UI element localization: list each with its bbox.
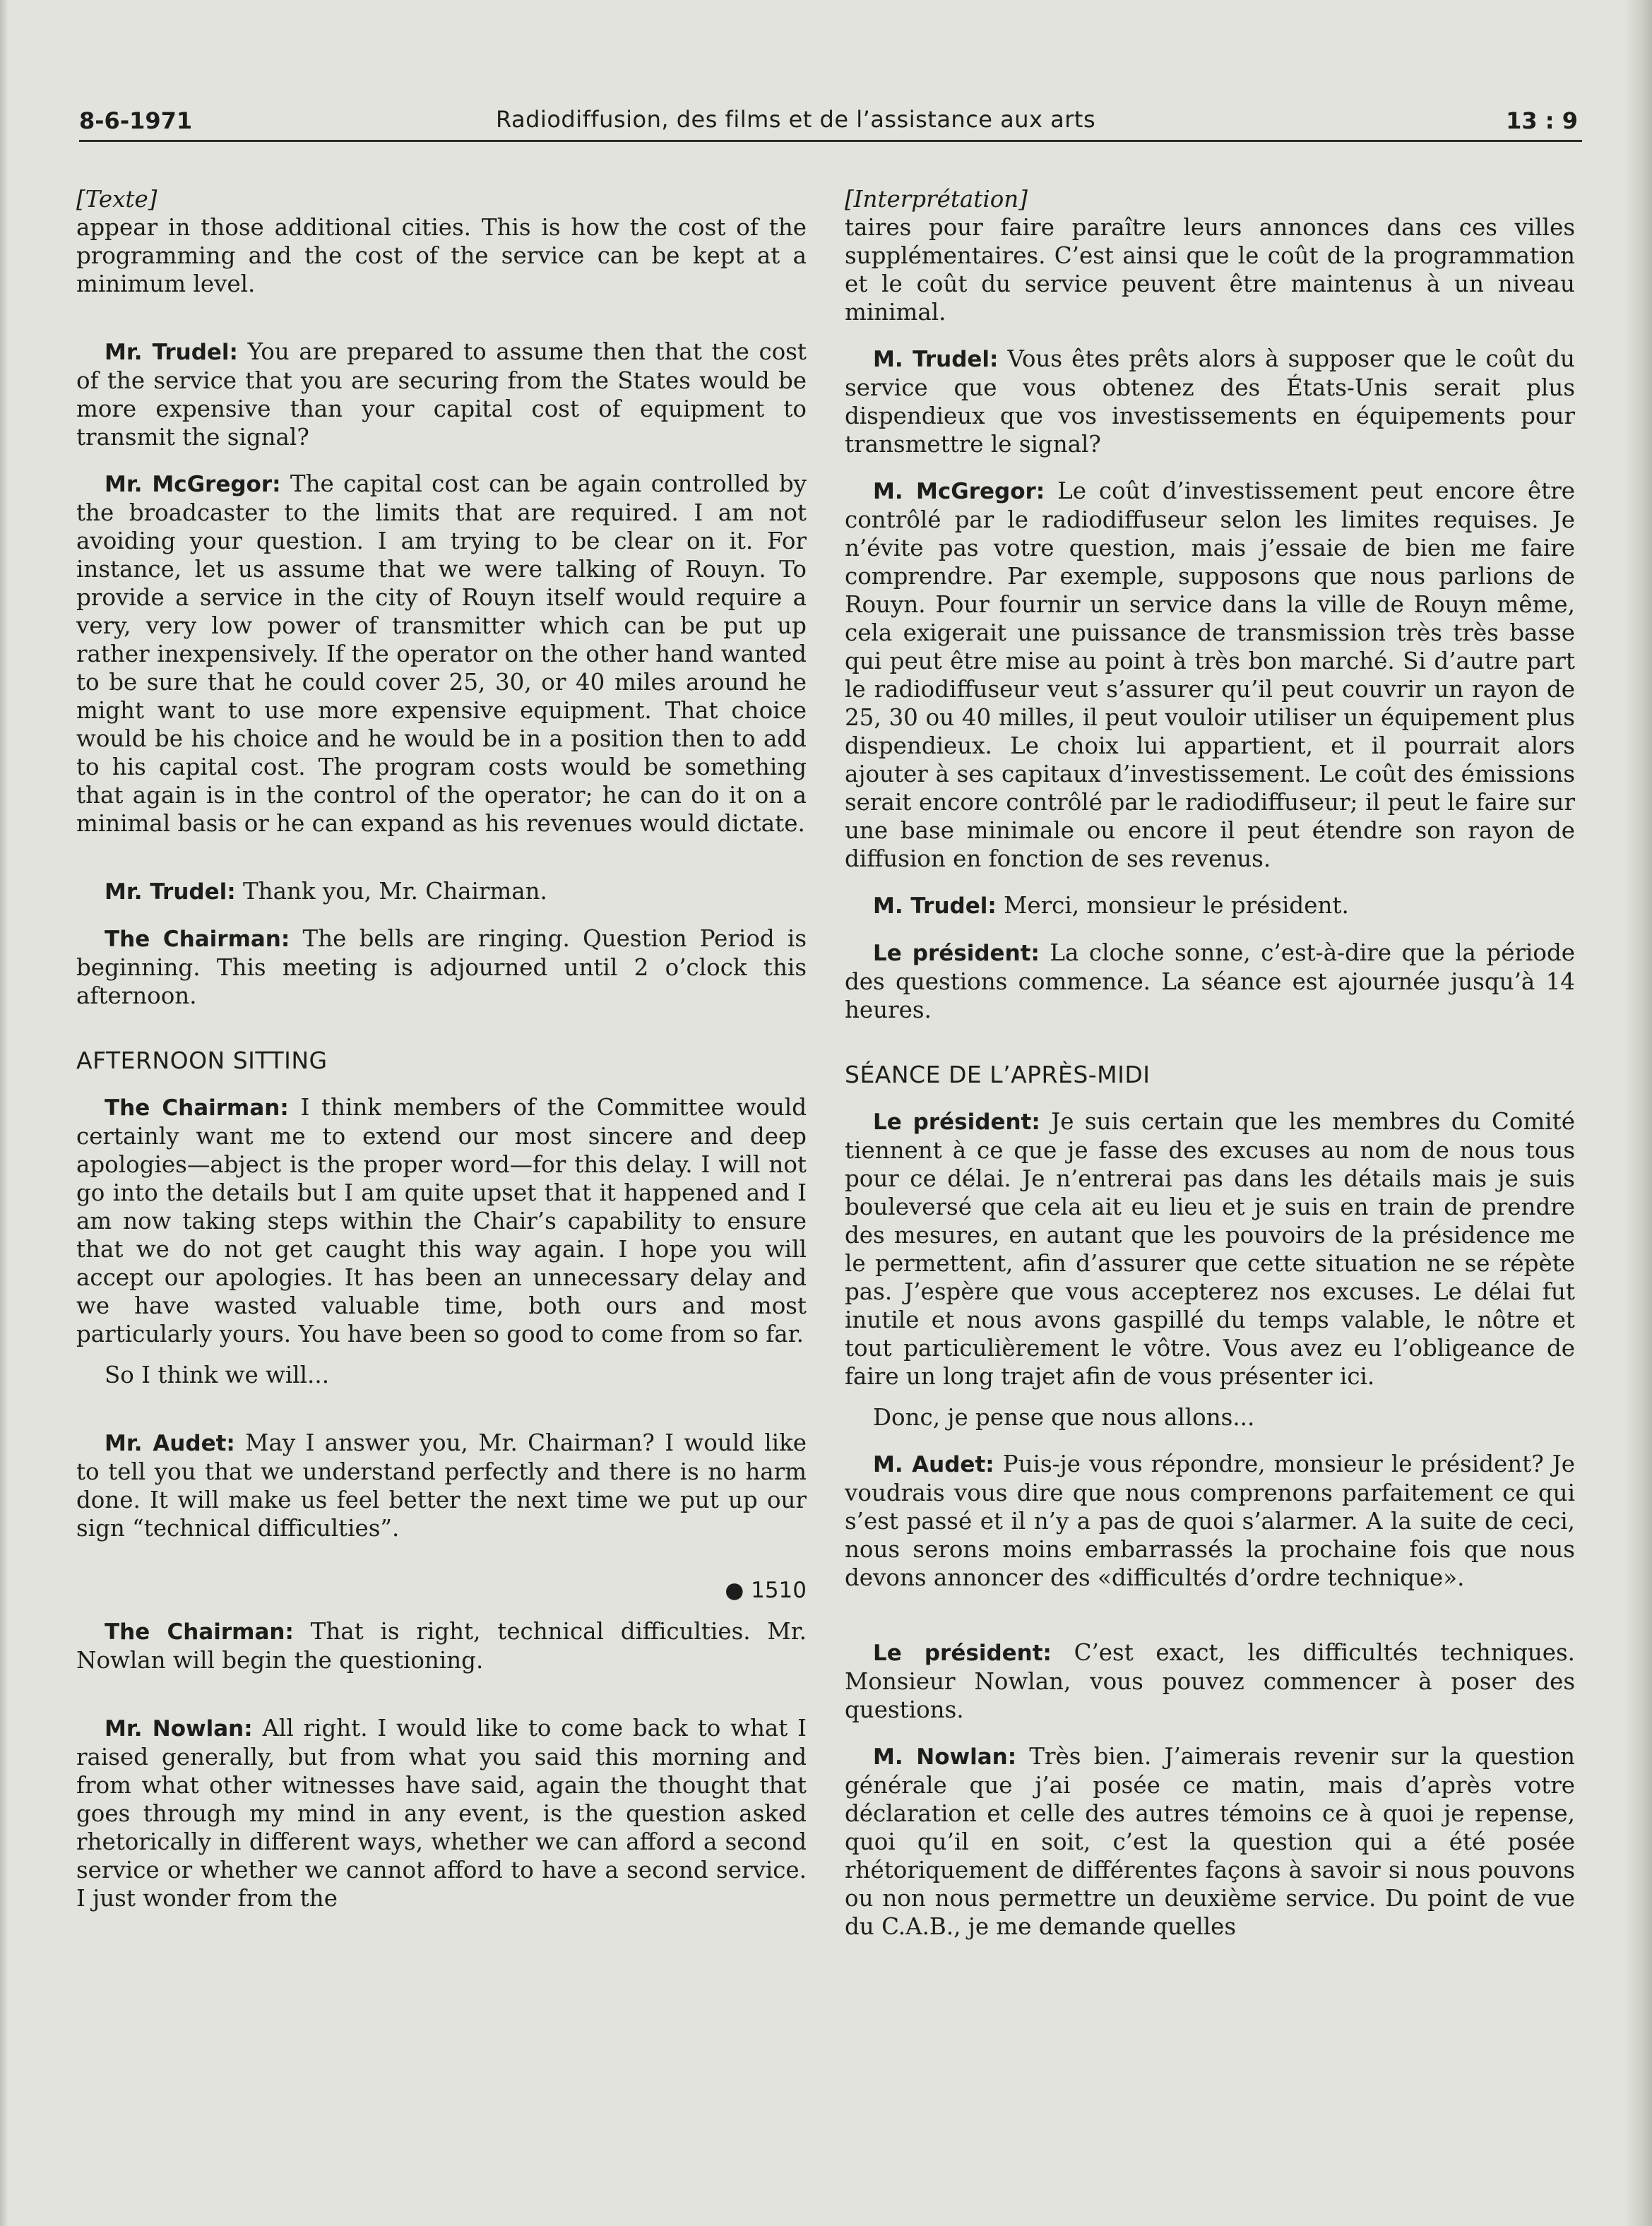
paragraph: Mr. Trudel: You are prepared to assume then that the cost of the service that you are securing from the States would be more expensive than your capital cost of equipment to transmit the signal? bbox=[76, 338, 807, 451]
paragraph: Mr. McGregor: The capital cost can be again controlled by the broadcaster to the limits that are required. I am not avoiding your question. I am trying to be clear on it. For instance, let us assume that we were talking of Rouyn. To provide a service in the city of Rouyn itself would require a very, very low power of transmitter which can be put up rather inexpensively. If the operator on the other hand wanted to be sure that he could cover 25, 30, or 40 miles around he might want to use more expensive equipment. That choice would be his choice and he would be in a position then to add to his capital cost. The program costs would be something that again is in the control of the operator; he can do it on a minimal basis or he can expand as his revenues would dictate. bbox=[76, 470, 807, 837]
paragraph: M. Trudel: Vous êtes prêts alors à supposer que le coût du service que vous obtenez des États-Unis serait plus dispendieux que vos investissements en équipements pour transmettre le signal? bbox=[845, 345, 1575, 458]
paragraph: Le président: La cloche sonne, c’est-à-dire que la période des questions commence. La séance est ajournée jusqu’à 14 heures. bbox=[845, 939, 1575, 1023]
paragraph: Donc, je pense que nous allons... bbox=[873, 1404, 1255, 1431]
speaker-name: Mr. Nowlan: bbox=[105, 1716, 253, 1742]
english-column bbox=[76, 185, 807, 2049]
paragraph: Le président: Je suis certain que les membres du Comité tiennent à ce que je fasse des excuses au nom de nous tous pour ce délai. Je n’entrerai pas dans les détails mais je suis bouleversé que cela ait eu lieu et je suis en train de prendre des mesures, en autant que les pouvoirs de la présidence me le permettent, afin d’assurer que cette situation ne se répète pas. J’espère que vous accepterez nos excuses. Le délai fut inutile et nous avons gaspillé du temps valable, le nôtre et tout particulièrement le vôtre. Vous avez eu l’obligeance de faire un long trajet afin de vous présenter ici. bbox=[845, 1108, 1575, 1390]
french-column bbox=[845, 185, 1575, 2049]
speaker-name: M. McGregor: bbox=[873, 479, 1045, 504]
speaker-name: M. Trudel: bbox=[873, 893, 997, 919]
speaker-name: M. Nowlan: bbox=[873, 1744, 1017, 1770]
paragraph: Mr. Nowlan: All right. I would like to come back to what I raised generally, but from what you said this morning and from what other witnesses have said, again the thought that goes through my mind in any event, is the question asked rhetorically in different ways, whether we can afford a second service or whether we cannot afford to have a second service. I just wonder from the bbox=[76, 1715, 807, 1912]
running-header bbox=[79, 103, 1582, 142]
paragraph: The Chairman: That is right, technical difficulties. Mr. Nowlan will begin the questioning. bbox=[76, 1618, 807, 1674]
paragraph: taires pour faire paraître leurs annonces dans ces villes supplémentaires. C’est ainsi que le coût de la programmation et le coût du service peuvent être maintenus à un niveau minimal. bbox=[845, 214, 1575, 326]
header-page-number: 13 : 9 bbox=[1506, 107, 1578, 134]
paragraph: Mr. Audet: May I answer you, Mr. Chairman? I would like to tell you that we understand perfectly and there is no harm done. It will make us feel better the next time we put up our sign “technical difficulties”. bbox=[76, 1429, 807, 1542]
speaker-name: Mr. McGregor: bbox=[105, 472, 281, 497]
text-label: [Texte] bbox=[76, 186, 158, 213]
paragraph: Le président: C’est exact, les difficultés techniques. Monsieur Nowlan, vous pouvez commencer à poser des questions. bbox=[845, 1639, 1575, 1723]
speaker-name: Le président: bbox=[873, 1109, 1040, 1135]
page-left-edge bbox=[0, 0, 8, 2226]
paragraph: The Chairman: I think members of the Committee would certainly want me to extend our most sincere and deep apologies—abject is the proper word—for this delay. I will not go into the details but I am quite upset that it happened and I am now taking steps within the Chair’s capability to ensure that we do not get caught this way again. I hope you will accept our apologies. It has been an unnecessary delay and we have wasted valuable time, both ours and most particularly yours. You have been so good to come from so far. bbox=[76, 1094, 807, 1347]
speaker-name: Le président: bbox=[873, 1641, 1052, 1666]
paragraph: M. Audet: Puis-je vous répondre, monsieur le président? Je voudrais vous dire que nous comprenons parfaitement ce qui s’est passé et il n’y a pas de quoi s’alarmer. A la suite de ceci, nous serons moins embarrassés la prochaine fois que nous devons annoncer des «difficultés d’ordre technique». bbox=[845, 1451, 1575, 1591]
paragraph: So I think we will... bbox=[105, 1362, 330, 1388]
speaker-name: The Chairman: bbox=[105, 1619, 294, 1645]
paragraph: The Chairman: The bells are ringing. Question Period is beginning. This meeting is adjourned until 2 o’clock this afternoon. bbox=[76, 925, 807, 1009]
speaker-name: M. Trudel: bbox=[873, 347, 999, 372]
speaker-name: Mr. Audet: bbox=[105, 1431, 235, 1456]
speaker-name: M. Audet: bbox=[873, 1452, 994, 1477]
speaker-name: Mr. Trudel: bbox=[105, 879, 236, 905]
header-date: 8-6-1971 bbox=[79, 107, 193, 134]
speaker-name: The Chairman: bbox=[105, 1095, 289, 1121]
speaker-name: Le président: bbox=[873, 941, 1040, 966]
section-heading: SÉANCE DE L’APRÈS-MIDI bbox=[845, 1061, 1151, 1088]
paragraph: M. Trudel: Merci, monsieur le président. bbox=[873, 892, 1349, 919]
section-heading: AFTERNOON SITTING bbox=[76, 1047, 328, 1074]
speaker-name: Mr. Trudel: bbox=[105, 340, 238, 365]
paragraph: M. Nowlan: Très bien. J’aimerais revenir sur la question générale que j’ai posée ce matin, mais d’après votre déclaration et celle des autres témoins ce à quoi je repense, quoi qu’il en soit, c’est la question qui a été posée rhétoriquement de différentes façons à savoir si nous pouvons ou non nous permettre un deuxième service. Du point de vue du C.A.B., je me demande quelles bbox=[845, 1743, 1575, 1940]
paragraph: M. McGregor: Le coût d’investissement peut encore être contrôlé par le radiodiffuseur selon les limites requises. Je n’évite pas votre question, mais j’essaie de bien me faire comprendre. Par exemple, supposons que nous parlions de Rouyn. Pour fournir un service dans la ville de Rouyn même, cela exigerait une puissance de transmission très très basse qui peut être mise au point à très bon marché. Si d’autre part le radiodiffuseur veut s’assurer qu’il peut couvrir un rayon de 25, 30 ou 40 milles, il peut vouloir utiliser un équipement plus dispendieux. Le choix lui appartient, et il pourrait alors ajouter à ses capitaux d’investissement. Le coût des émissions serait encore contrôlé par le radiodiffuseur; il peut le faire sur une base minimale ou encore il peut étendre son rayon de diffusion en fonction de ses revenus. bbox=[845, 477, 1575, 872]
page-right-edge bbox=[1624, 0, 1652, 2226]
paragraph: appear in those additional cities. This is how the cost of the programming and the cost of the service can be kept at a minimum level. bbox=[76, 214, 807, 297]
time-marker: ● 1510 bbox=[725, 1578, 807, 1603]
speaker-name: The Chairman: bbox=[105, 927, 290, 952]
paragraph: Mr. Trudel: Thank you, Mr. Chairman. bbox=[105, 878, 547, 905]
header-title: Radiodiffusion, des films et de l’assistance aux arts bbox=[496, 106, 1096, 133]
interpretation-label: [Interprétation] bbox=[845, 186, 1028, 213]
